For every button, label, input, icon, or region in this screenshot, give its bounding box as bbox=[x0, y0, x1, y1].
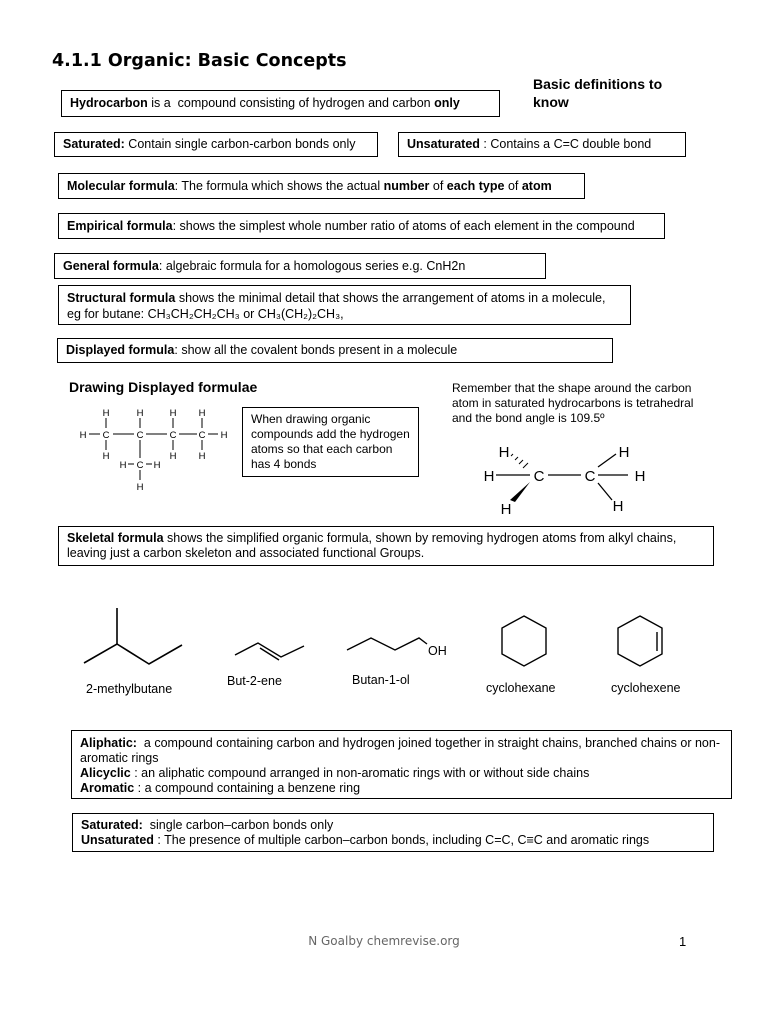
skeletal-cyclohexane bbox=[496, 613, 552, 669]
saturated-term: Saturated: bbox=[63, 137, 125, 151]
hydrocarbon-definition bbox=[61, 90, 500, 117]
molecular-emphasis-each-type: each type bbox=[446, 178, 505, 193]
atom-h: H bbox=[500, 501, 512, 518]
atom-h: H bbox=[153, 460, 161, 471]
ethane-3d-diagram bbox=[478, 438, 658, 520]
skeletal-but-2-ene bbox=[230, 638, 310, 664]
side-heading: Basic definitions to know bbox=[533, 76, 663, 110]
empirical-text: : shows the simplest whole number ratio of atoms of each element in the compound bbox=[172, 218, 635, 233]
displayed-section-heading: Drawing Displayed formulae bbox=[69, 379, 258, 395]
general-formula-definition bbox=[54, 253, 546, 279]
skeletal-2-methylbutane bbox=[80, 604, 190, 670]
general-term: General formula bbox=[63, 258, 159, 273]
displayed-term: Displayed formula bbox=[66, 343, 175, 357]
skeletal-butan-1-ol bbox=[344, 630, 454, 662]
atom-c: C bbox=[584, 468, 596, 485]
aromatic-term: Aromatic bbox=[80, 781, 135, 795]
atom-c: C bbox=[136, 430, 144, 441]
aliphatic-text: a compound containing carbon and hydrogen joined together in straight chains, branched chains or non-aromatic rings bbox=[80, 736, 720, 765]
atom-c: C bbox=[169, 430, 177, 441]
unsaturated-definition bbox=[398, 132, 686, 157]
atom-h: H bbox=[634, 468, 646, 485]
atom-h: H bbox=[119, 460, 127, 471]
aliphatic-term: Aliphatic: bbox=[80, 736, 137, 750]
hydrocarbon-text: is a compound consisting of hydrogen and carbon bbox=[147, 96, 435, 110]
saturation-box bbox=[72, 813, 714, 852]
molecular-text-of-2: of bbox=[504, 178, 522, 193]
page-number: 1 bbox=[679, 934, 687, 949]
alicyclic-text: : an aliphatic compound arranged in non-aromatic rings with or without side chains bbox=[130, 766, 590, 780]
displayed-tip-box bbox=[242, 407, 419, 477]
atom-h: H bbox=[198, 408, 206, 419]
structural-or: or bbox=[239, 307, 258, 321]
molecular-emphasis-number: number bbox=[383, 178, 430, 193]
structural-text: shows the minimal detail that shows the arrangement of atoms in a molecule, eg for butane: bbox=[67, 291, 606, 321]
saturated-text: Contain single carbon-carbon bonds only bbox=[124, 137, 356, 151]
hydrocarbon-term: Hydrocarbon bbox=[70, 96, 148, 110]
atom-h: H bbox=[79, 430, 87, 441]
molecule-name: 2-methylbutane bbox=[86, 682, 173, 696]
footer-credit: N Goalby chemrevise.org bbox=[308, 934, 460, 948]
unsaturated-summary-term: Unsaturated bbox=[81, 833, 154, 847]
saturated-summary-term: Saturated: bbox=[81, 818, 143, 832]
skeletal-text: shows the simplified organic formula, shown by removing hydrogen atoms from alkyl chains, leaving just a carbon skeleton and associated functional Groups. bbox=[67, 531, 677, 560]
atom-c: C bbox=[102, 430, 110, 441]
alicyclic-term: Alicyclic bbox=[80, 766, 131, 780]
structural-formula-definition bbox=[58, 285, 631, 325]
displayed-formula-definition bbox=[57, 338, 613, 363]
atom-h: H bbox=[169, 408, 177, 419]
atom-h: H bbox=[483, 468, 495, 485]
atom-h: H bbox=[618, 444, 630, 461]
atom-h: H bbox=[612, 498, 624, 515]
displayed-tip-text: When drawing organic compounds add the hydrogen atoms so that each carbon has 4 bonds bbox=[251, 412, 410, 471]
hydrocarbon-emphasis: only bbox=[434, 96, 460, 110]
atom-h: H bbox=[198, 451, 206, 462]
skeletal-cyclohexene bbox=[612, 613, 668, 669]
atom-h: H bbox=[498, 444, 510, 461]
tetrahedral-note: Remember that the shape around the carbon atom in saturated hydrocarbons is tetrahedral and the bond angle is 109.5º bbox=[452, 381, 694, 425]
classification-box bbox=[71, 730, 732, 799]
hydroxyl-label: OH bbox=[428, 644, 447, 658]
atom-h: H bbox=[136, 408, 144, 419]
molecular-term: Molecular formula bbox=[67, 178, 175, 193]
structural-formula-1: CH₃CH₂CH₂CH₃ bbox=[147, 307, 240, 321]
atom-c: C bbox=[136, 460, 144, 471]
atom-h: H bbox=[220, 430, 228, 441]
saturated-summary-text: single carbon–carbon bonds only bbox=[142, 818, 334, 832]
displayed-text: : show all the covalent bonds present in a molecule bbox=[174, 343, 458, 357]
structural-formula-2: CH₃(CH₂)₂CH₃, bbox=[257, 307, 344, 321]
atom-h: H bbox=[136, 482, 144, 493]
skeletal-term: Skeletal formula bbox=[67, 531, 164, 545]
atom-h: H bbox=[102, 451, 110, 462]
molecular-text: : The formula which shows the actual bbox=[174, 178, 384, 193]
general-text: : algebraic formula for a homologous series e.g. CnH2n bbox=[158, 258, 466, 273]
molecular-emphasis-atom: atom bbox=[521, 178, 552, 193]
molecule-name: cyclohexene bbox=[611, 681, 681, 695]
atom-h: H bbox=[102, 408, 110, 419]
atom-c: C bbox=[198, 430, 206, 441]
empirical-term: Empirical formula bbox=[67, 218, 173, 233]
skeletal-formula-definition bbox=[58, 526, 714, 566]
unsaturated-text: : Contains a C=C double bond bbox=[479, 137, 652, 151]
molecular-text-of: of bbox=[429, 178, 447, 193]
aromatic-text: : a compound containing a benzene ring bbox=[134, 781, 361, 795]
empirical-formula-definition bbox=[58, 213, 665, 239]
unsaturated-term: Unsaturated bbox=[407, 137, 480, 151]
atom-h: H bbox=[169, 451, 177, 462]
molecular-formula-definition bbox=[58, 173, 585, 199]
structural-term: Structural formula bbox=[67, 291, 176, 305]
page-title: 4.1.1 Organic: Basic Concepts bbox=[52, 51, 347, 71]
molecule-name: But-2-ene bbox=[227, 674, 282, 688]
unsaturated-summary-text: : The presence of multiple carbon–carbon bonds, including C=C, C≡C and aromatic rings bbox=[153, 833, 650, 847]
molecule-name: Butan-1-ol bbox=[352, 673, 410, 687]
saturated-definition bbox=[54, 132, 378, 157]
displayed-formula-diagram bbox=[76, 404, 236, 496]
atom-c: C bbox=[533, 468, 545, 485]
molecule-name: cyclohexane bbox=[486, 681, 556, 695]
